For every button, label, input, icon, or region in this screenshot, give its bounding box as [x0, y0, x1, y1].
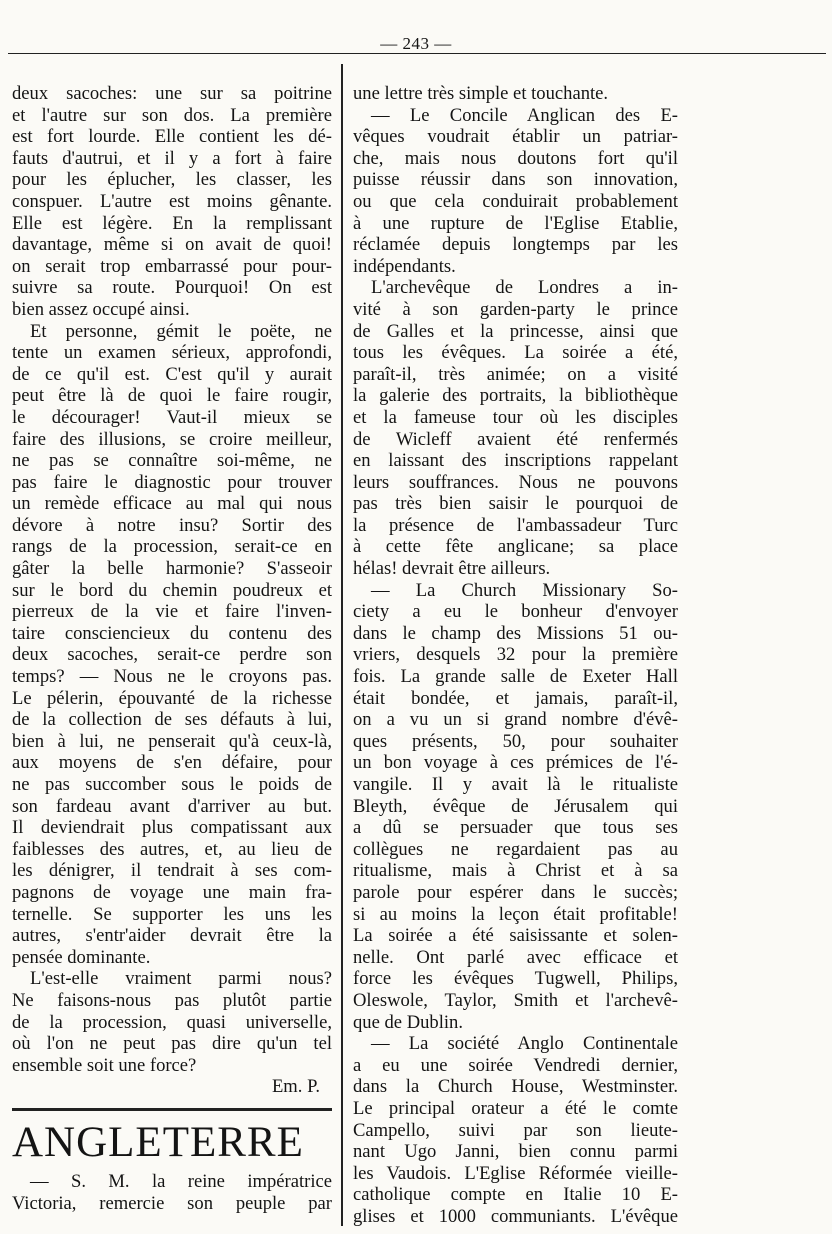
text-line: — Le Concile Anglican des E-	[371, 104, 678, 126]
text-line: de Wicleff avaient été renfermés	[353, 428, 678, 450]
signature: Em. P.	[271, 1076, 320, 1098]
text-line: de ce qu'il est. C'est qu'il y aurait	[12, 363, 332, 385]
text-line: puisse réussir dans son innovation,	[353, 169, 678, 191]
text-line: ne pas se connaître soi-même, ne	[12, 450, 332, 472]
text-line: parole pour espérer dans le succès;	[353, 881, 678, 903]
text-line: un remède efficace au mal qui nous	[12, 493, 332, 515]
text-line: réclamée depuis longtemps par les	[353, 234, 678, 256]
text-line: peut être là de quoi le faire rougir,	[12, 385, 332, 407]
text-line: — La société Anglo Continentale	[371, 1033, 678, 1055]
text-line: deux sacoches: une sur sa poitrine	[12, 83, 332, 104]
text-line: vriers, desquels 32 pour la première	[353, 644, 678, 666]
left-column	[12, 83, 332, 1214]
right-column	[353, 83, 678, 1227]
text-line: bien assez occupé ainsi.	[12, 298, 190, 320]
left-column-text	[12, 83, 332, 1076]
text-line: de la collection de ses défauts à lui,	[12, 709, 332, 731]
text-line: Et personne, gémit le poëte, ne	[30, 320, 332, 342]
text-line: Bleyth, évêque de Jérusalem qui	[353, 795, 678, 817]
text-line: catholique compte en Italie 10 E-	[353, 1184, 678, 1206]
text-line: conspuer. L'autre est moins gênante.	[12, 190, 332, 212]
text-line: Elle est légère. En la remplissant	[12, 212, 332, 234]
text-line: la présence de l'ambassadeur Turc	[353, 514, 678, 536]
text-line: pensée dominante.	[12, 946, 151, 968]
text-line: paraît-il, très animée; on a visité	[353, 363, 678, 385]
text-line: pour les éplucher, les classer, les	[12, 169, 332, 191]
text-line: rangs de la procession, serait-ce en	[12, 536, 332, 558]
text-line: Victoria, remercie son peuple par	[12, 1192, 332, 1214]
text-line: L'archevêque de Londres a in-	[371, 277, 678, 299]
text-line: Ne faisons-nous pas plutôt partie	[12, 989, 332, 1011]
text-line: bien à lui, ne penserait qu'à ceux-là,	[12, 730, 332, 752]
text-line: où l'on ne peut pas dire qu'un tel	[12, 1033, 332, 1055]
text-line: fauts d'autrui, et il y a fort à faire	[12, 147, 332, 169]
text-line: le décourager! Vaut-il mieux se	[12, 406, 332, 428]
text-line: gâter la belle harmonie? S'asseoir	[12, 558, 332, 580]
text-line: Campello, suivi par son lieute-	[353, 1119, 678, 1141]
text-line: che, mais nous doutons fort qu'il	[353, 147, 678, 169]
text-line: tous les évêques. La soirée a été,	[353, 342, 678, 364]
text-line: collègues ne regardaient pas au	[353, 838, 678, 860]
text-line: on serait trop embarrassé pour pour-	[12, 255, 332, 277]
text-line: nelle. Ont parlé avec efficace et	[353, 946, 678, 968]
text-line: à cette fête anglicane; sa place	[353, 536, 678, 558]
text-line: ritualisme, mais à Christ et à sa	[353, 860, 678, 882]
column-divider	[341, 64, 343, 1226]
text-line: dévore à notre insu? Sortir des	[12, 514, 332, 536]
text-line: était bondée, et jamais, paraît-il,	[353, 687, 678, 709]
text-line: fois. La grande salle de Exeter Hall	[353, 666, 678, 688]
text-line: La soirée a été saisissante et solen-	[353, 925, 678, 947]
text-line: dans le champ des Missions 51 ou-	[353, 622, 678, 644]
text-line: et la fameuse tour où les disciples	[353, 406, 678, 428]
text-line: de Galles et la princesse, ainsi que	[353, 320, 678, 342]
text-line: Le principal orateur a été le comte	[353, 1097, 678, 1119]
text-line: une lettre très simple et touchante.	[353, 83, 609, 104]
text-line: vêques voudrait établir un patriar-	[353, 126, 678, 148]
text-line: pierreux de la vie et faire l'inven-	[12, 601, 332, 623]
text-line: que de Dublin.	[353, 1011, 463, 1033]
text-line: sur le bord du chemin poudreux et	[12, 579, 332, 601]
section-title: ANGLETERRE	[12, 1118, 304, 1166]
text-line: — La Church Missionary So-	[371, 579, 678, 601]
text-line: à une rupture de l'Eglise Etablie,	[353, 212, 678, 234]
text-line: ne pas succomber sous le poids de	[12, 774, 332, 795]
text-line: ques présents, 50, pour souhaiter	[353, 730, 678, 752]
text-line: on a vu un si grand nombre d'évê-	[353, 709, 678, 731]
text-line: ou que cela conduirait probablement	[353, 190, 678, 212]
text-line: dans la Church House, Westminster.	[353, 1076, 678, 1098]
text-line: vangile. Il y avait là le ritualiste	[353, 774, 678, 795]
text-line: — S. M. la reine impératrice	[30, 1170, 332, 1192]
text-line: hélas! devrait être ailleurs.	[353, 558, 551, 580]
text-line: ternelle. Se supporter les uns les	[12, 903, 332, 925]
text-line: tente un examen sérieux, approfondi,	[12, 342, 332, 364]
text-line: Il deviendrait plus compatissant aux	[12, 817, 332, 839]
text-line: a dû se persuader que tous ses	[353, 817, 678, 839]
section-rule	[12, 1108, 332, 1111]
text-line: suivre sa route. Pourquoi! On est	[12, 277, 332, 299]
text-line: Le pélerin, épouvanté de la richesse	[12, 687, 332, 709]
text-line: faiblesses des autres, et, au lieu de	[12, 838, 332, 860]
text-line: vité à son garden-party le prince	[353, 298, 678, 320]
text-line: les dénigrer, il tendrait à ses com-	[12, 860, 332, 882]
text-line: pas très bien saisir le pourquoi de	[353, 493, 678, 515]
right-column-text	[353, 83, 678, 1227]
header-rule	[8, 53, 826, 54]
text-line: faire des illusions, se croire meilleur,	[12, 428, 332, 450]
text-line: leurs souffrances. Nous ne pouvons	[353, 471, 678, 493]
text-line: Oleswole, Taylor, Smith et l'archevê-	[353, 989, 678, 1011]
text-line: ciety a eu le bonheur d'envoyer	[353, 601, 678, 623]
text-line: temps? — Nous ne le croyons pas.	[12, 666, 332, 688]
text-line: et l'autre sur son dos. La première	[12, 104, 332, 126]
text-line: la galerie des portraits, la bibliothèque	[353, 385, 678, 407]
text-line: pagnons de voyage une main fra-	[12, 881, 332, 903]
text-line: nant Ugo Janni, bien connu parmi	[353, 1141, 678, 1163]
text-line: de la procession, quasi universelle,	[12, 1011, 332, 1033]
section-text	[12, 1171, 332, 1214]
text-line: ensemble soit une force?	[12, 1054, 197, 1076]
text-line: aux moyens de s'en défaire, pour	[12, 752, 332, 774]
text-line: si au moins la leçon était profitable!	[353, 903, 678, 925]
text-line: force les évêques Tugwell, Philips,	[353, 968, 678, 990]
text-line: glises et 1000 communiants. L'évêque	[353, 1205, 678, 1227]
text-line: les Vaudois. L'Eglise Réformée vieille-	[353, 1162, 678, 1184]
text-line: un bon voyage à ces prémices de l'é-	[353, 752, 678, 774]
text-line: en laissant des inscriptions rappelant	[353, 450, 678, 472]
text-line: autres, s'entr'aider devrait être la	[12, 925, 332, 947]
text-line: davantage, même si on avait de quoi!	[12, 234, 332, 256]
text-line: pas faire le diagnostic pour trouver	[12, 471, 332, 493]
text-line: indépendants.	[353, 255, 456, 277]
page-number: — 243 —	[380, 34, 452, 53]
text-line: son fardeau avant d'arriver au but.	[12, 795, 332, 817]
text-line: deux sacoches, serait-ce perdre son	[12, 644, 332, 666]
text-line: L'est-elle vraiment parmi nous?	[30, 968, 332, 990]
text-line: a eu une soirée Vendredi dernier,	[353, 1054, 678, 1076]
text-line: taire consciencieux du contenu des	[12, 622, 332, 644]
text-line: est fort lourde. Elle contient les dé-	[12, 126, 332, 148]
